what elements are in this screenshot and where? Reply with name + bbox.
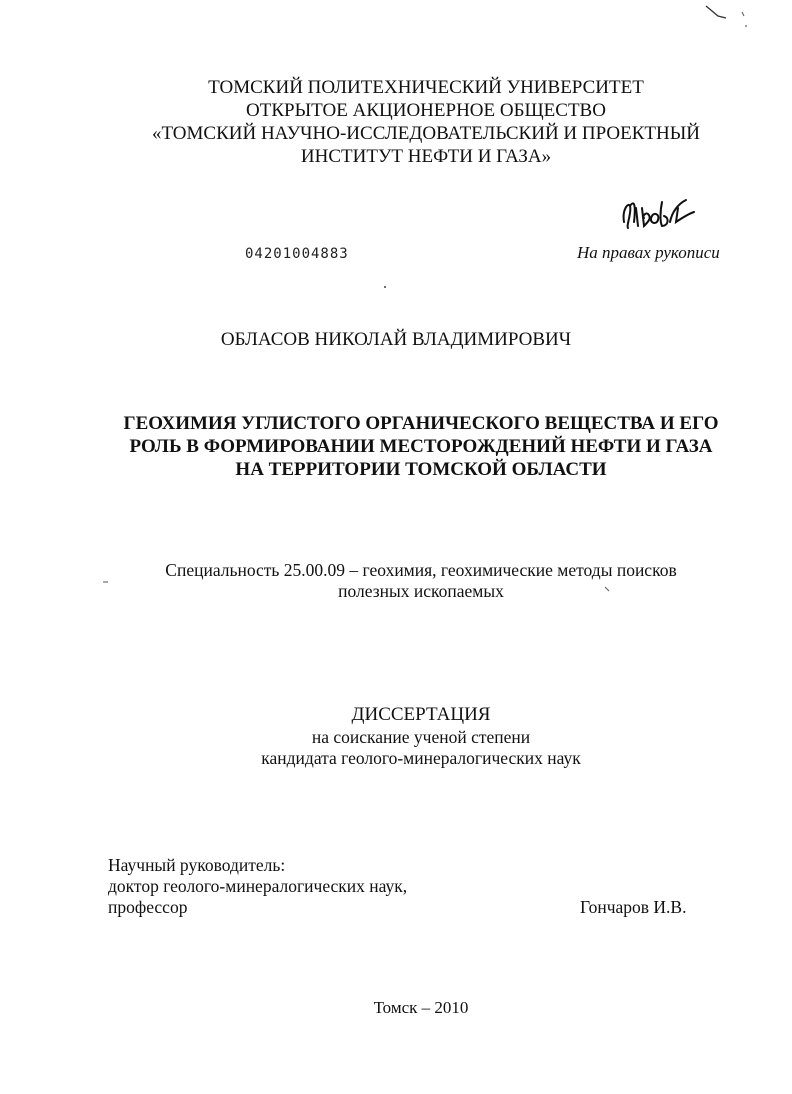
scan-dot <box>382 284 388 290</box>
institution-line-2: ОТКРЫТОЕ АКЦИОНЕРНОЕ ОБЩЕСТВО <box>246 100 606 121</box>
dissertation-type: ДИССЕРТАЦИЯ <box>351 704 491 725</box>
degree-line-2: кандидата геолого-минералогических наук <box>261 748 581 768</box>
dissertation-title <box>25 412 792 481</box>
scan-tick-right <box>604 586 612 594</box>
supervisor-line-1: Научный руководитель: <box>108 855 286 875</box>
institution-header <box>30 76 792 168</box>
rights-note: На правах рукописи <box>577 243 720 262</box>
speciality-line-2: полезных ископаемых <box>338 581 504 601</box>
institution-line-3: «ТОМСКИЙ НАУЧНО-ИССЛЕДОВАТЕЛЬСКИЙ И ПРОЕКТНЫЙ <box>151 123 701 144</box>
speciality <box>25 560 792 602</box>
registration-number: 04201004883 <box>245 246 349 262</box>
scan-dash-left <box>102 580 110 584</box>
supervisor-block <box>108 855 407 918</box>
degree-line-1: на соискание ученой степени <box>311 727 531 747</box>
supervisor-line-2: доктор геолого-минералогических наук, <box>108 876 408 896</box>
title-line-3: НА ТЕРРИТОРИИ ТОМСКОЙ ОБЛАСТИ <box>235 459 607 480</box>
author-name: ОБЛАСОВ НИКОЛАЙ ВЛАДИМИРОВИЧ <box>220 329 572 350</box>
institution-line-4: ИНСТИТУТ НЕФТИ И ГАЗА» <box>300 146 552 167</box>
handwritten-signature <box>618 192 698 240</box>
speciality-line-1: Специальность 25.00.09 – геохимия, геохимические методы поисков <box>165 560 677 580</box>
title-line-2: РОЛЬ В ФОРМИРОВАНИИ МЕСТОРОЖДЕНИЙ НЕФТИ И ГАЗА <box>129 436 713 457</box>
place-year: Томск – 2010 <box>373 998 469 1017</box>
title-line-1: ГЕОХИМИЯ УГЛИСТОГО ОРГАНИЧЕСКОГО ВЕЩЕСТВА И ЕГО <box>123 413 719 434</box>
scan-mark-top-right <box>700 0 760 30</box>
institution-line-1: ТОМСКИЙ ПОЛИТЕХНИЧЕСКИЙ УНИВЕРСИТЕТ <box>208 77 644 98</box>
supervisor-name: Гончаров И.В. <box>580 897 687 917</box>
supervisor-line-3: профессор <box>108 897 188 917</box>
degree-info <box>25 727 792 769</box>
